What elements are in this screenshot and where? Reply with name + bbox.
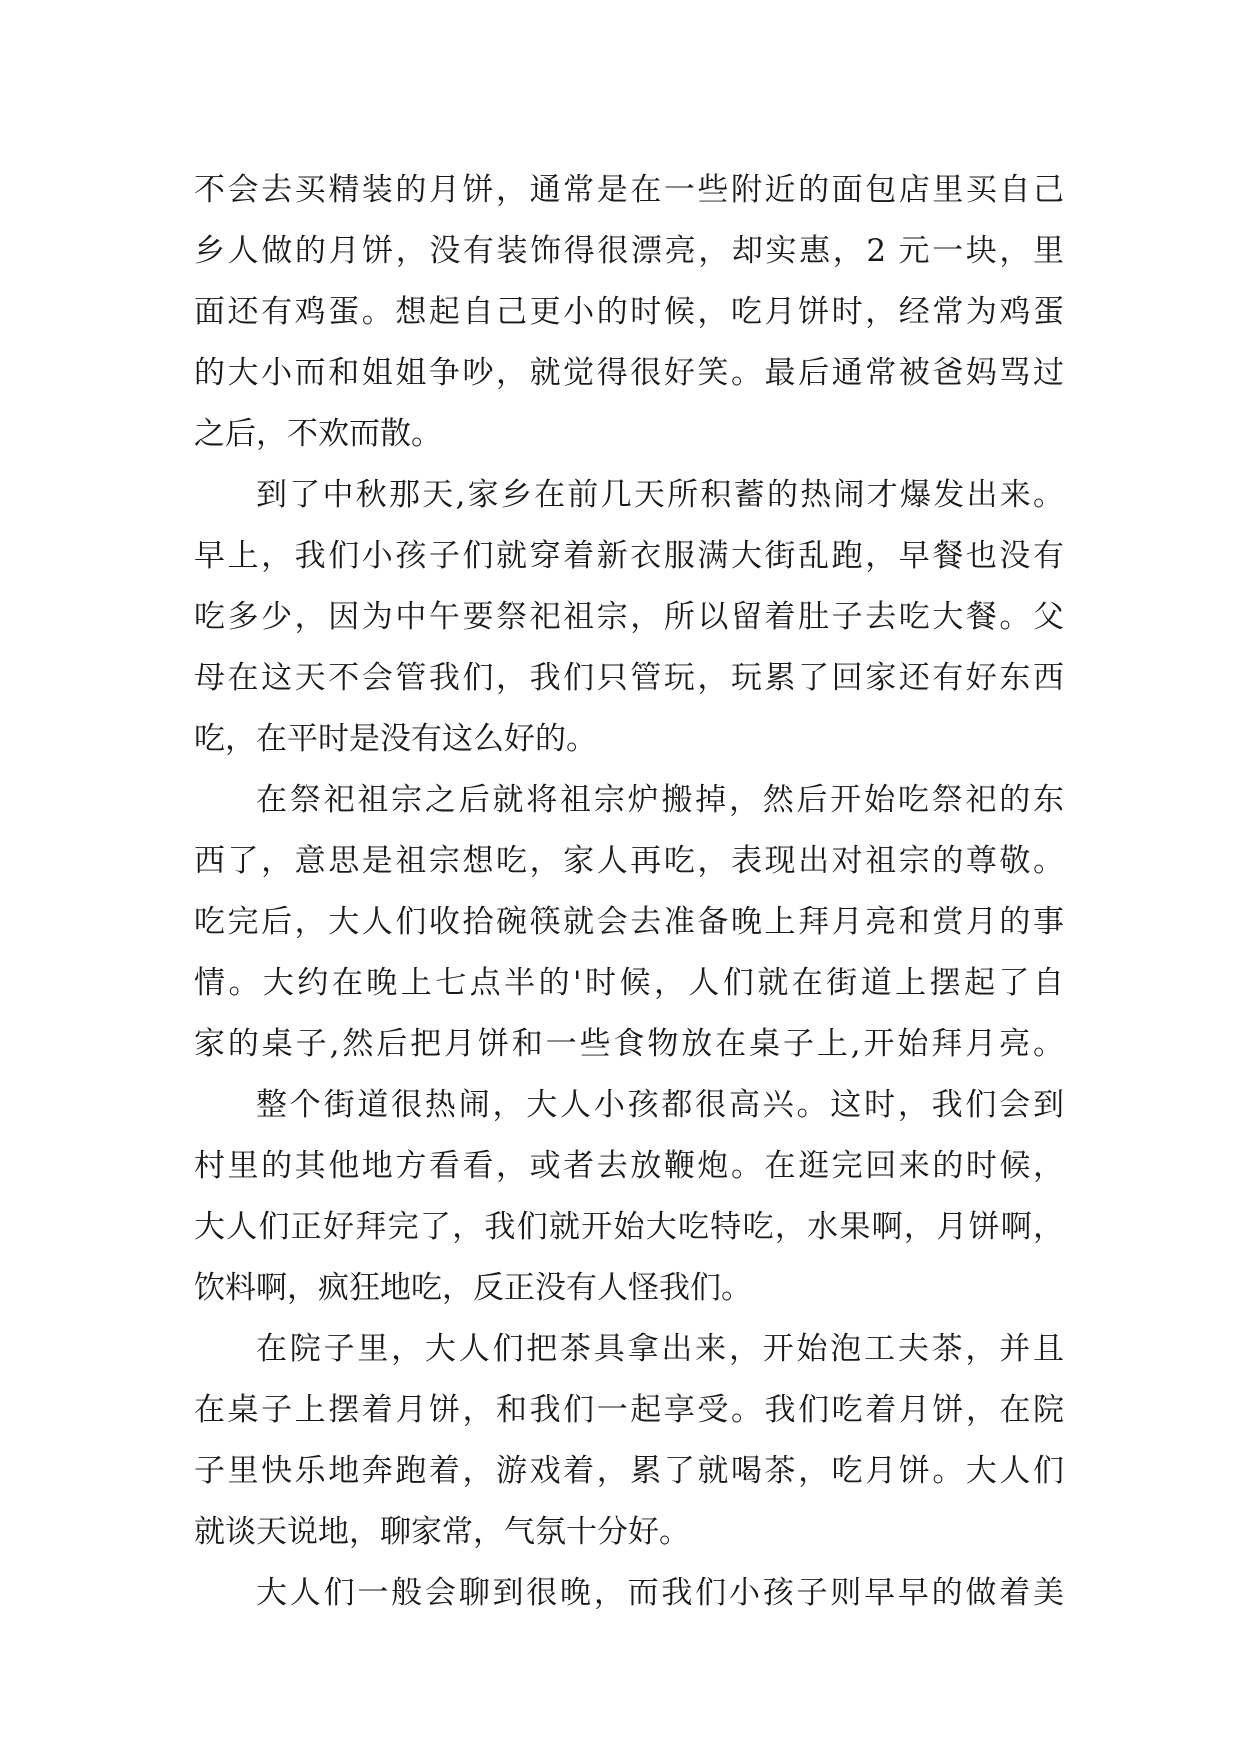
paragraph-4-line-4: 饮料啊，疯狂地吃，反正没有人怪我们。 [194, 1270, 752, 1306]
paragraph-1-line-1: 不会去买精装的月饼，通常是在一些附近的面包店里买自己 [194, 172, 1064, 208]
paragraph-2-line-2: 早上，我们小孩子们就穿着新衣服满大街乱跑，早餐也没有 [194, 538, 1064, 574]
paragraph-3-line-4: 情。大约在晚上七点半的'时候，人们就在街道上摆起了自 [194, 965, 1064, 1001]
paragraph-2-line-4: 母在这天不会管我们，我们只管玩，玩累了回家还有好东西 [194, 660, 1064, 696]
paragraph-5-line-1: 在院子里，大人们把茶具拿出来，开始泡工夫茶，并且 [256, 1331, 1064, 1367]
paragraph-1-line-5: 之后，不欢而散。 [194, 416, 442, 452]
paragraph-5-line-4: 就谈天说地，聊家常，气氛十分好。 [194, 1514, 690, 1550]
paragraph-3-line-2: 西了，意思是祖宗想吃，家人再吃，表现出对祖宗的尊敬。 [194, 843, 1064, 879]
paragraph-3-line-3: 吃完后，大人们收拾碗筷就会去准备晚上拜月亮和赏月的事 [194, 904, 1064, 940]
paragraph-2-line-1: 到了中秋那天,家乡在前几天所积蓄的热闹才爆发出来。 [256, 477, 1064, 513]
paragraph-5-line-2: 在桌子上摆着月饼，和我们一起享受。我们吃着月饼，在院 [194, 1392, 1064, 1428]
paragraph-5-line-3: 子里快乐地奔跑着，游戏着，累了就喝茶，吃月饼。大人们 [194, 1453, 1064, 1489]
paragraph-1-line-2: 乡人做的月饼，没有装饰得很漂亮，却实惠，2 元一块，里 [194, 233, 1064, 269]
paragraph-2-line-5: 吃，在平时是没有这么好的。 [194, 721, 597, 757]
paragraph-2-line-3: 吃多少，因为中午要祭祀祖宗，所以留着肚子去吃大餐。父 [194, 599, 1064, 635]
paragraph-6-line-1: 大人们一般会聊到很晚，而我们小孩子则早早的做着美 [256, 1575, 1064, 1611]
paragraph-1-line-3: 面还有鸡蛋。想起自己更小的时候，吃月饼时，经常为鸡蛋 [194, 294, 1064, 330]
paragraph-3-line-1: 在祭祀祖宗之后就将祖宗炉搬掉，然后开始吃祭祀的东 [256, 782, 1064, 818]
paragraph-3-line-5: 家的桌子,然后把月饼和一些食物放在桌子上,开始拜月亮。 [194, 1026, 1064, 1062]
paragraph-4-line-1: 整个街道很热闹，大人小孩都很高兴。这时，我们会到 [256, 1087, 1064, 1123]
paragraph-4-line-3: 大人们正好拜完了，我们就开始大吃特吃，水果啊，月饼啊， [194, 1209, 1064, 1245]
paragraph-1-line-4: 的大小而和姐姐争吵，就觉得很好笑。最后通常被爸妈骂过 [194, 355, 1064, 391]
paragraph-4-line-2: 村里的其他地方看看，或者去放鞭炮。在逛完回来的时候， [194, 1148, 1064, 1184]
document-body [194, 160, 1064, 1624]
